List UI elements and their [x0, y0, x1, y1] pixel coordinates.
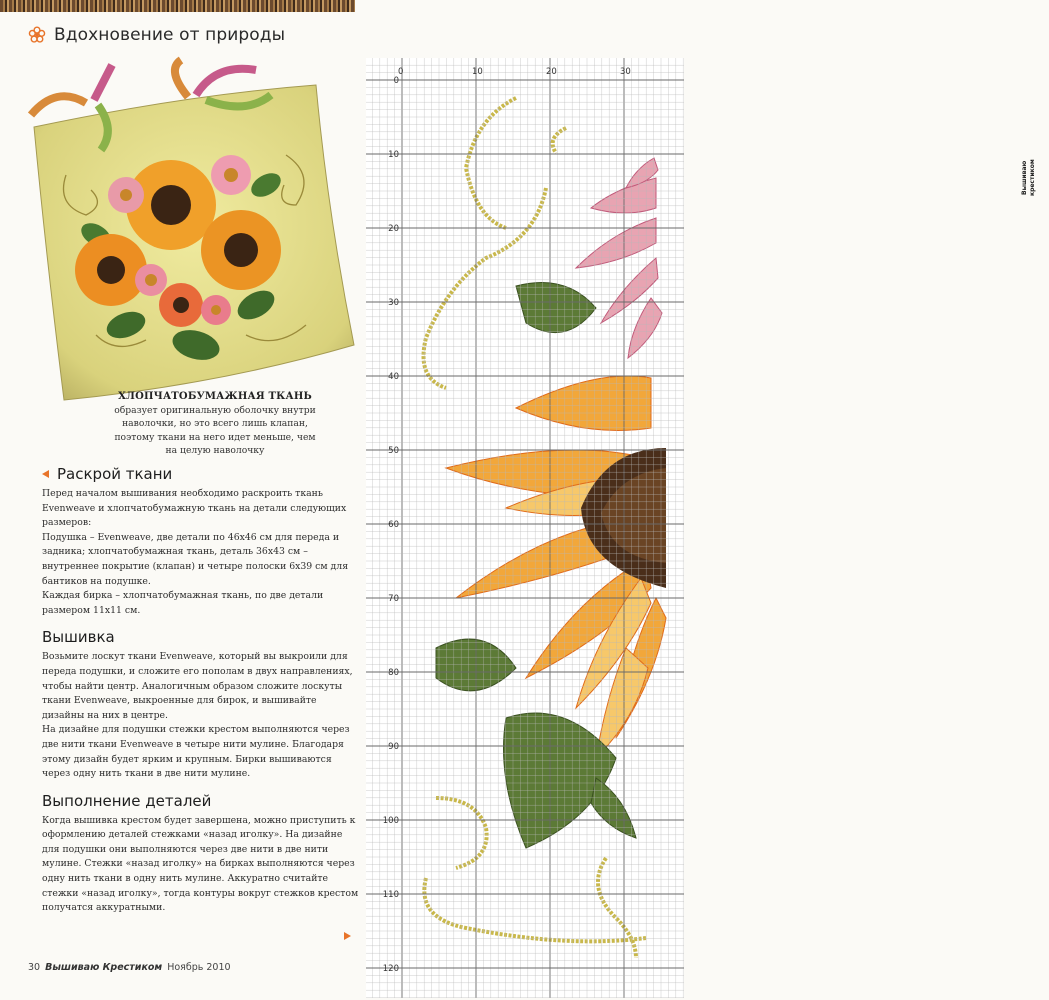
magazine-name: Вышиваю Крестиком [45, 962, 163, 973]
paragraph: Когда вышивка крестом будет завершена, можно приступить к оформлению деталей стежками «назад иголку». На дизайне для подушки они выполняются через две нити в две нити мулине. Стежки «назад иголку» на бирках выполняются через одну нить ткани в одну нить мулине. Аккуратно считайте стежки «назад иголку», тогда контуры вокруг стежков крестом получатся аккуратными. [42, 814, 359, 914]
chart-y-label: 60 [388, 520, 399, 530]
chart-x-label: 0 [398, 67, 404, 77]
section-title-cutting: Раскрой ткани [42, 465, 360, 483]
pillow-photo [16, 55, 358, 400]
caption-line: наволочки, но это всего лишь клапан, [122, 418, 308, 429]
chart-y-label: 0 [393, 76, 399, 86]
chart-y-label: 50 [388, 446, 399, 456]
chart-grid [366, 58, 684, 998]
chart-x-label: 10 [472, 67, 483, 77]
arrow-right-icon [344, 932, 351, 940]
paragraph: На дизайне для подушки стежки крестом выполняются через две нити ткани Evenweave в четыре нити мулине. Благодаря этому дизайн будет ярким и крупным. Бирки вышиваются через одну нить ткани в две нити мулине. [42, 724, 350, 780]
chart-y-label: 110 [382, 890, 399, 900]
chart-y-label: 100 [382, 816, 399, 826]
issue-date: Ноябрь 2010 [167, 962, 231, 973]
top-decorative-strip [0, 0, 355, 12]
photo-caption [80, 390, 350, 458]
chart-y-label: 20 [388, 224, 399, 234]
page-footer [28, 962, 231, 973]
section-title-embroidery: Вышивка [42, 628, 115, 647]
chart-y-label: 70 [388, 594, 399, 604]
magazine-logo: Вышиваю крестиком [1021, 159, 1036, 197]
paragraph: Перед началом вышивания необходимо раскроить ткань Evenweave и хлопчатобумажную ткань на детали следующих размеров: [42, 488, 347, 529]
chart-y-label: 120 [382, 964, 399, 974]
caption-line: образует оригинальную оболочку внутри [114, 404, 316, 416]
page-title: Вдохновение от природы [54, 25, 286, 45]
chart-y-label: 30 [388, 298, 399, 308]
caption-line: на целую наволочку [165, 445, 265, 456]
paragraph: Возьмите лоскут ткани Evenweave, который вы выкроили для переда подушки, и сложите его пополам в двух направлениях, чтобы найти центр. Аналогичным образом сложите лоскуты ткани Evenweave, выкроенные для бирок, и вышивайте дизайны на них в центре. [42, 651, 353, 721]
instructions-column [42, 465, 360, 916]
caption-heading: ХЛОПЧАТОБУМАЖНАЯ ТКАНЬ [118, 391, 312, 402]
chart-x-label: 30 [620, 67, 631, 77]
chart-y-label: 10 [388, 150, 399, 160]
paragraph: Каждая бирка – хлопчатобумажная ткань, по две детали размером 11х11 см. [42, 590, 324, 616]
page-number: 30 [28, 962, 41, 973]
page-header [28, 20, 285, 50]
arrow-left-icon [42, 470, 49, 478]
paragraph: Подушка – Evenweave, две детали по 46х46 см для переда и задника; хлопчатобумажная ткань, деталь 36х43 см – внутреннее покрытие (клапан) и четыре полоски 6х39 см для бантиков на подушке. [42, 531, 349, 587]
chart-x-label: 20 [546, 67, 557, 77]
chart-y-label: 80 [388, 668, 399, 678]
cross-stitch-chart [366, 58, 1036, 998]
section-title-details: Выполнение деталей [42, 791, 212, 810]
chart-y-label: 40 [388, 372, 399, 382]
chart-y-label: 90 [388, 742, 399, 752]
flower-icon [28, 26, 46, 44]
caption-line: поэтому ткани на него идет меньше, чем [114, 431, 316, 443]
